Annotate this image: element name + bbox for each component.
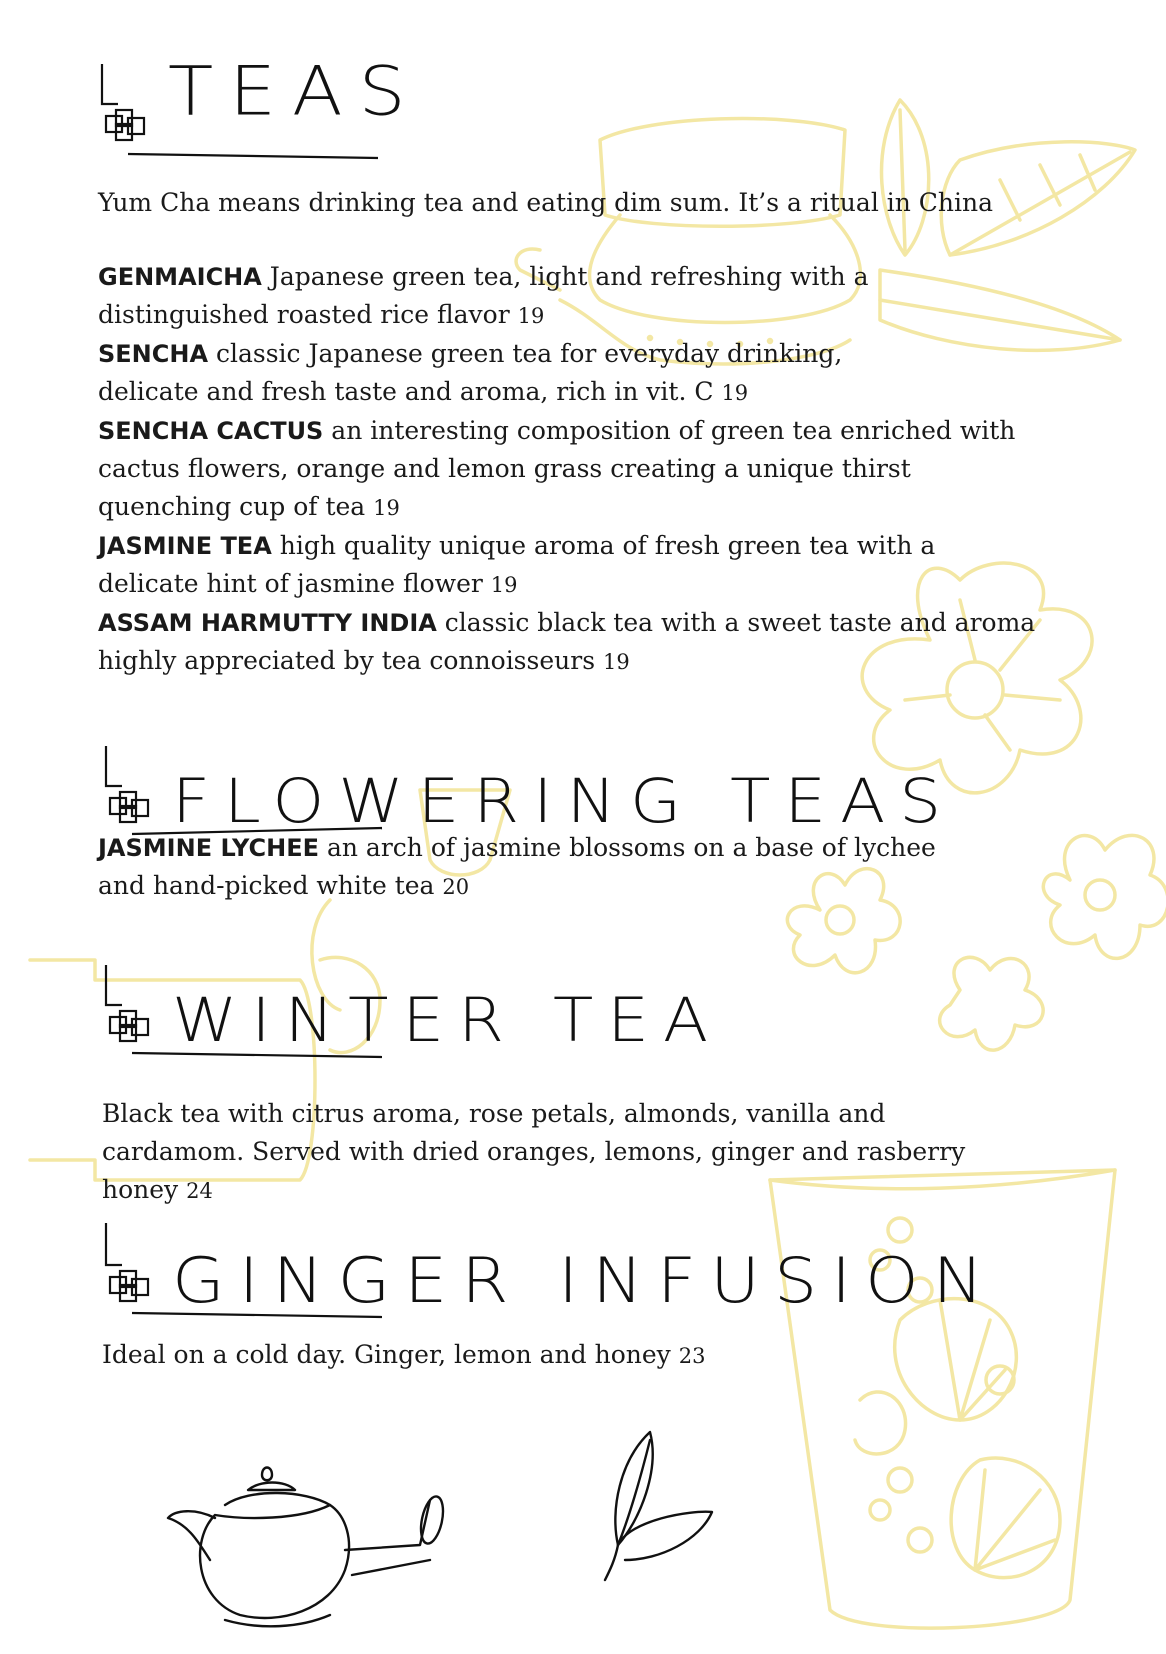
winter-description: Black tea with citrus aroma, rose petals, almonds, vanilla and cardamom. Served with dried oranges, lemons, ginger and rasberry honey (102, 1099, 966, 1204)
list-item (98, 829, 948, 906)
winter-price: 24 (186, 1179, 213, 1203)
item-description: classic Japanese green tea for everyday drinking, delicate and fresh taste and aroma, rich in vit. C (98, 339, 843, 406)
section-winter-title: WINTER TEA (172, 985, 723, 1056)
item-name: SENCHA CACTUS (98, 417, 324, 445)
item-price: 19 (721, 381, 749, 405)
section-winter-heading (102, 985, 802, 1095)
list-item (98, 604, 1043, 681)
section-flowering-title: FLOWERING TEAS (172, 766, 956, 837)
ginger-description: Ideal on a cold day. Ginger, lemon and honey (102, 1340, 679, 1369)
item-name: ASSAM HARMUTTY INDIA (98, 609, 437, 637)
item-price: 19 (490, 573, 518, 597)
item-name: SENCHA (98, 340, 209, 368)
list-item (98, 258, 1043, 335)
teas-intro: Yum Cha means drinking tea and eating dim sum. It’s a ritual in China (98, 188, 994, 217)
item-description: an arch of jasmine blossoms on a base of lychee and hand-picked white tea (98, 833, 936, 900)
teas-item-list (98, 258, 1043, 681)
section-ginger-title: GINGER INFUSION (172, 1245, 998, 1318)
item-description: Japanese green tea, light and refreshing with a distinguished roasted rice flavor (98, 262, 869, 329)
ginger-price: 23 (678, 1344, 706, 1368)
item-price: 19 (602, 650, 630, 674)
item-description: high quality unique aroma of fresh green tea with a delicate hint of jasmine flower (98, 531, 936, 598)
item-name: GENMAICHA (98, 263, 262, 291)
item-name: JASMINE TEA (98, 532, 272, 560)
list-item (98, 527, 1043, 604)
list-item (98, 335, 948, 412)
item-name: JASMINE LYCHEE (98, 834, 320, 862)
winter-description-block (102, 1095, 1032, 1210)
item-description: classic black tea with a sweet taste and aroma highly appreciated by tea connoisseurs (98, 608, 1036, 675)
flowering-item-list (98, 829, 948, 906)
section-teas-title: TEAS (168, 52, 422, 132)
list-item (98, 412, 1043, 527)
item-price: 20 (442, 875, 470, 899)
item-description: an interesting composition of green tea enriched with cactus flowers, orange and lemon grass creating a unique thirst quenching cup of tea (98, 416, 1016, 521)
ginger-description-block (102, 1336, 902, 1375)
item-price: 19 (517, 304, 545, 328)
section-teas-heading (98, 52, 518, 162)
item-price: 19 (373, 496, 400, 520)
